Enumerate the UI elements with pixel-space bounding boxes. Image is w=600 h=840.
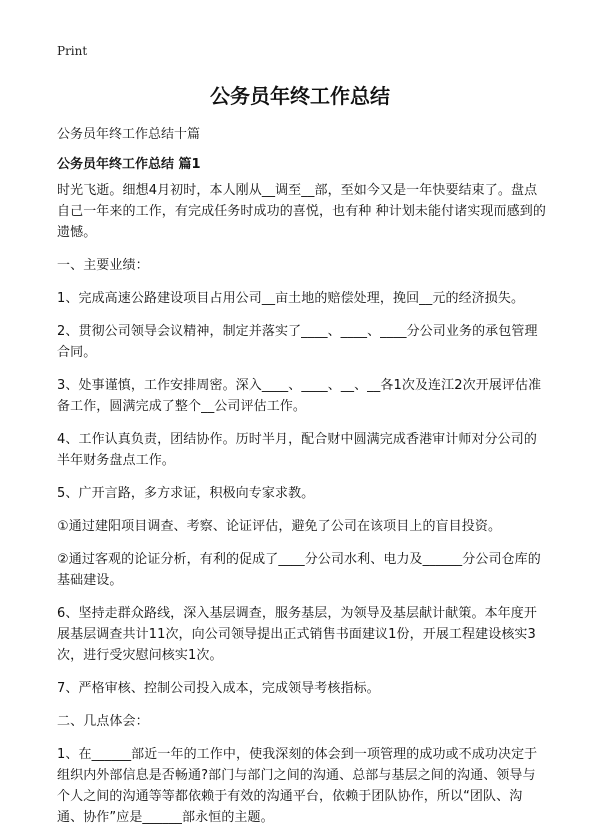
document-body — [57, 180, 547, 840]
section-heading: 公务员年终工作总结 篇1 — [57, 157, 201, 172]
paragraph: ①通过建阳项目调查、考察、论证评估，避免了公司在该项目上的盲目投资。 — [57, 519, 502, 534]
print-label: Print — [57, 44, 88, 58]
paragraph: 2、贯彻公司领导会议精神，制定并落实了____、____、____分公司业务的承包管理合同。 — [57, 324, 538, 360]
paragraph: 时光飞逝。细想4月初时，本人刚从__调至__部，至如今又是一年快要结束了。盘点自己一年来的工作，有完成任务时成功的喜悦，也有种 种计划未能付诸实现而感到的遗憾。 — [57, 183, 546, 240]
paragraph: 1、在______部近一年的工作中，使我深刻的体会到一项管理的成功或不成功决定于组织内外部信息是否畅通?部门与部门之间的沟通、总部与基层之间的沟通、领导与个人之间的沟通等等都依赖于有效的沟通平台，依赖于团队协作，所以“团队、沟通、协作”应是______部永恒的主题。 — [57, 747, 538, 825]
paragraph: 4、工作认真负责，团结协作。历时半月，配合财中圆满完成香港审计师对分公司的半年财务盘点工作。 — [57, 432, 537, 468]
paragraph: 6、坚持走群众路线，深入基层调查，服务基层，为领导及基层献计献策。本年度开展基层调查共计11次，向公司领导提出正式销售书面建议1份，开展工程建设核实3次，进行受灾慰问核实1次。 — [57, 606, 537, 663]
paragraph: 二、几点体会： — [57, 714, 149, 729]
page-title: 公务员年终工作总结 — [210, 84, 390, 108]
paragraph: ②通过客观的论证分析，有利的促成了____分公司水利、电力及______分公司仓库的基础建设。 — [57, 552, 541, 588]
paragraph: 3、处事谨慎，工作安排周密。深入____、____、__、__各1次及连江2次开展评估准备工作，圆满完成了整个__公司评估工作。 — [57, 378, 542, 414]
paragraph: 一、主要业绩： — [57, 258, 149, 273]
paragraph: 1、完成高速公路建设项目占用公司__亩土地的赔偿处理，挽回__元的经济损失。 — [57, 291, 525, 306]
paragraph: 7、严格审核、控制公司投入成本，完成领导考核指标。 — [57, 681, 380, 696]
document-subtitle: 公务员年终工作总结十篇 — [57, 127, 201, 142]
paragraph: 5、广开言路，多方求证，积极向专家求教。 — [57, 486, 315, 501]
